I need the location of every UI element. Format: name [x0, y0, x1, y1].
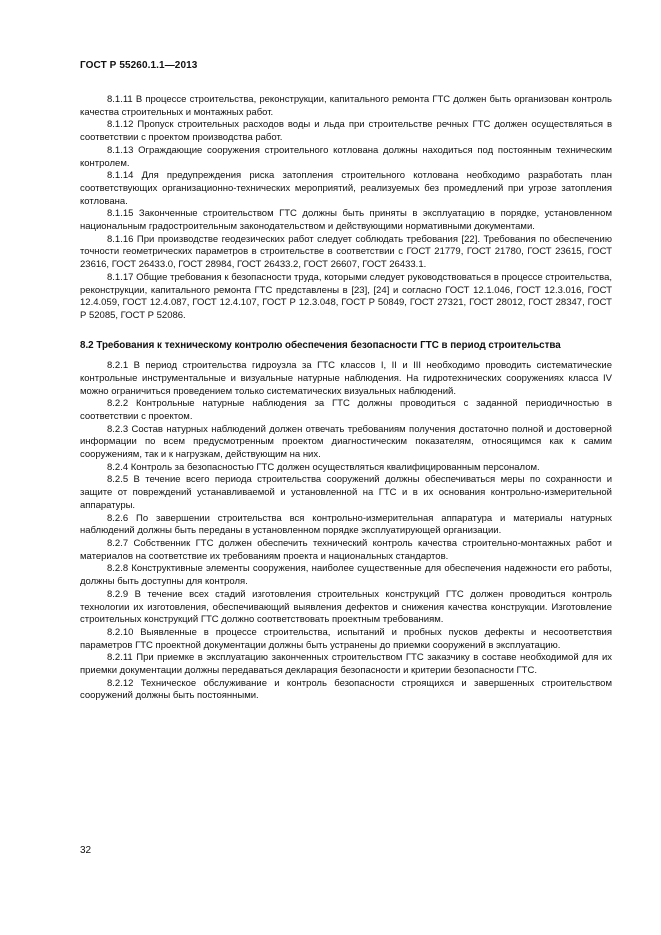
paragraph-8-2-3: 8.2.3 Состав натурных наблюдений должен отвечать требованиям получения достаточно полной и достоверной информации по всем предусмотренным проектом диагностическим показателям, относящимся как к самим сооружениям, так и к нагрузкам, действующим на них.	[80, 423, 612, 461]
page-number: 32	[80, 845, 92, 856]
standard-header: ГОСТ Р 55260.1.1—2013	[80, 60, 198, 71]
paragraph-8-2-4: 8.2.4 Контроль за безопасностью ГТС должен осуществляться квалифицированным персоналом.	[107, 461, 540, 473]
paragraph-8-2-2: 8.2.2 Контрольные натурные наблюдения за ГТС должны проводиться с заданной периодичностью в соответствии с проектом.	[80, 398, 612, 422]
paragraph-8-2-9: 8.2.9 В течение всех стадий изготовления строительных конструкций ГТС должен проводиться контроль технологии их изготовления, обеспечивающий выявления дефектов и снижения качества конструкции. Изготовление строительных конструкций ГТС должно соответствовать проектным требованиям.	[80, 588, 612, 626]
paragraph-8-2-10: 8.2.10 Выявленные в процессе строительства, испытаний и пробных пусков дефекты и несоответствия параметров ГТС проектной документации должны быть устранены до приемки сооружений в эксплуатацию.	[80, 626, 612, 651]
paragraph-8-1-13: 8.1.13 Ограждающие сооружения строительного котлована должны находиться под постоянным техническим контролем.	[80, 144, 612, 169]
paragraph-8-2-5: 8.2.5 В течение всего периода строительства сооружений должны обеспечиваться меры по сохранности и защите от повреждений устанавливаемой и установленной на ГТС и в их основания контрольно-измерительной аппаратуры.	[80, 474, 612, 511]
paragraph-8-2-1: 8.2.1 В период строительства гидроузла за ГТС классов I, II и III необходимо проводить систематические контрольные инструментальные и визуальные натурные наблюдения. На гидротехнических сооружениях класса IV можно ограничиться проведением только систематических визуальных наблюдений.	[80, 360, 612, 397]
paragraph-8-2-11: 8.2.11 При приемке в эксплуатацию законченных строительством ГТС заказчику в составе необходимой для их приемки документации должны передаваться декларация безопасности и критерии безопасности ГТС.	[80, 652, 612, 677]
section-title-8-2: 8.2 Требования к техническому контролю обеспечения безопасности ГТС в период строительства	[80, 339, 561, 351]
paragraph-8-1-11: 8.1.11 В процессе строительства, реконструкции, капитального ремонта ГТС должен быть организован контроль качества строительных и монтажных работ.	[80, 94, 612, 118]
paragraph-8-2-6: 8.2.6 По завершении строительства вся контрольно-измерительная аппаратура и материалы натурных наблюдений должны быть переданы в установленном порядке эксплуатирующей организации.	[80, 512, 612, 537]
document-body	[80, 94, 612, 703]
paragraph-8-1-17: 8.1.17 Общие требования к безопасности труда, которыми следует руководствоваться в процессе строительства, реконструкции, капитального ремонта ГТС представлены в [23], [24] и согласно ГОСТ 12.1.046, ГОСТ 12.3.016, ГОСТ 12.4.059, ГОСТ 12.4.087, ГОСТ 12.4.107, ГОСТ Р 12.3.048, ГОСТ Р 50849, ГОСТ 27321, ГОСТ 28012, ГОСТ 28347, ГОСТ Р 52085, ГОСТ Р 52086.	[80, 271, 612, 321]
paragraph-8-2-7: 8.2.7 Собственник ГТС должен обеспечить технический контроль качества строительно-монтажных работ и материалов на соответствие их требованиям проекта и национальных стандартов.	[80, 538, 612, 562]
paragraph-8-2-12: 8.2.12 Техническое обслуживание и контроль безопасности строящихся и завершенных строительством сооружений должны быть постоянными.	[80, 677, 612, 702]
paragraph-8-1-15: 8.1.15 Законченные строительством ГТС должны быть приняты в эксплуатацию в порядке, установленном национальным градостроительным законодательством и действующими нормативными документами.	[80, 208, 612, 233]
paragraph-8-2-8: 8.2.8 Конструктивные элементы сооружения, наиболее существенные для обеспечения надежности его работы, должны быть доступны для контроля.	[80, 563, 612, 588]
paragraph-8-1-12: 8.1.12 Пропуск строительных расходов воды и льда при строительстве речных ГТС должен осуществляться в соответствии с проектом производства работ.	[80, 119, 612, 144]
paragraph-8-1-16: 8.1.16 При производстве геодезических работ следует соблюдать требования [22]. Требования по обеспечению точности геометрических параметров в строительстве в соответствии с ГОСТ 21779, ГОСТ 21780, ГОСТ 23615, ГОСТ 23616, ГОСТ 26433.0, ГОСТ 28984, ГОСТ 26433.2, ГОСТ 26607, ГОСТ 26433.1.	[80, 233, 612, 271]
paragraph-8-1-14: 8.1.14 Для предупреждения риска затопления строительного котлована необходимо разработать план соответствующих организационно-технических мероприятий, реализуемых без промедлений при угрозе затопления котлована.	[80, 170, 612, 207]
